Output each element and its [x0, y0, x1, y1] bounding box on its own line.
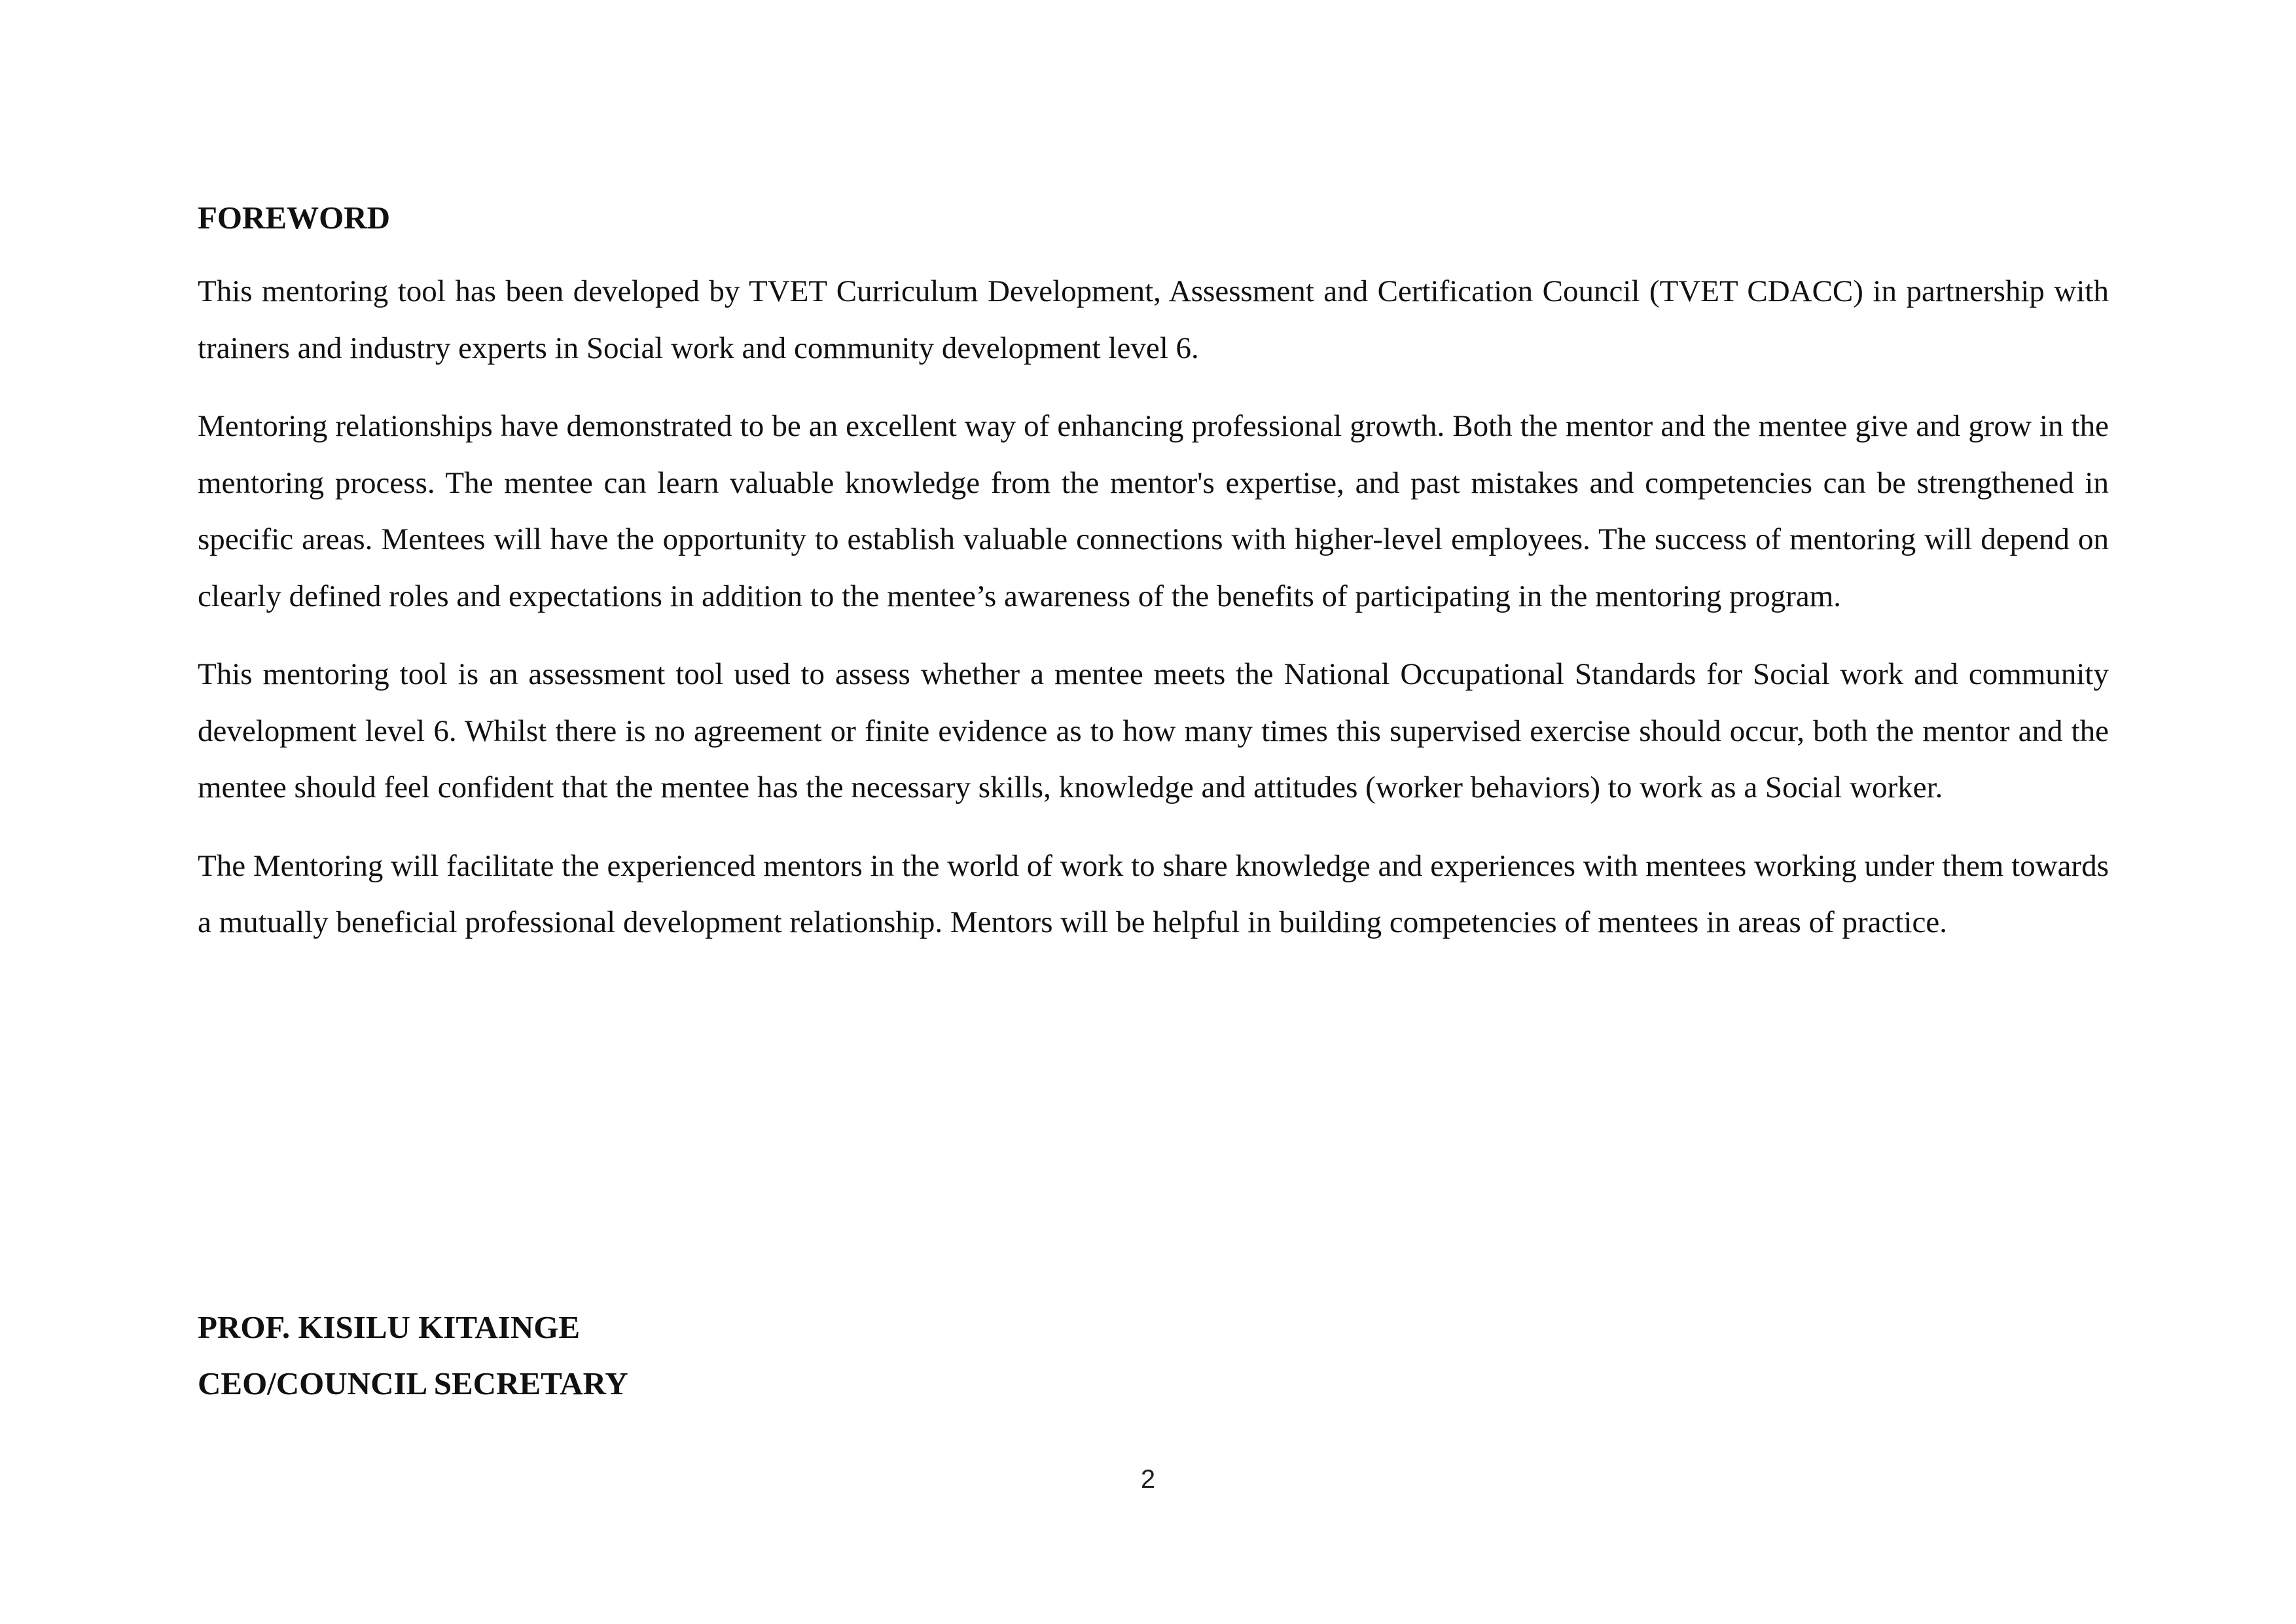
paragraph-mentoring-facilitation: The Mentoring will facilitate the experienced mentors in the world of work to share knowledge and experiences with mentees working under them towards a mutually beneficial professional development relationship. Mentors will be helpful in building competencies of mentees in areas of practice. [198, 848, 2109, 939]
paragraph-assessment-tool: This mentoring tool is an assessment tool used to assess whether a mentee meets the National Occupational Standards for Social work and community development level 6. Whilst there is no agreement or finite evidence as to how many times this supervised exercise should occur, both the mentor and the mentee should feel confident that the mentee has the necessary skills, knowledge and attitudes (worker behaviors) to work as a Social worker. [198, 657, 2109, 804]
signatory-title: CEO/COUNCIL SECRETARY [198, 1365, 628, 1401]
section-heading: FOREWORD [198, 200, 390, 236]
page-number: 2 [1140, 1465, 1156, 1494]
paragraph-mentoring-relationships: Mentoring relationships have demonstrated to be an excellent way of enhancing professional growth. Both the mentor and the mentee give and grow in the mentoring process. The mentee can learn valuable knowledge from the mentor's expertise, and past mistakes and competencies can be strengthened in specific areas. Mentees will have the opportunity to establish valuable connections with higher-level employees. The success of mentoring will depend on clearly defined roles and expectations in addition to the mentee’s awareness of the benefits of participating in the mentoring program. [198, 409, 2109, 613]
foreword-section [198, 190, 2109, 973]
signatory-name: PROF. KISILU KITAINGE [198, 1309, 581, 1345]
paragraph-intro: This mentoring tool has been developed by TVET Curriculum Development, Assessment and Certification Council (TVET CDACC) in partnership with trainers and industry experts in Social work and community development level 6. [198, 274, 2109, 365]
signature-block [198, 1299, 1507, 1412]
